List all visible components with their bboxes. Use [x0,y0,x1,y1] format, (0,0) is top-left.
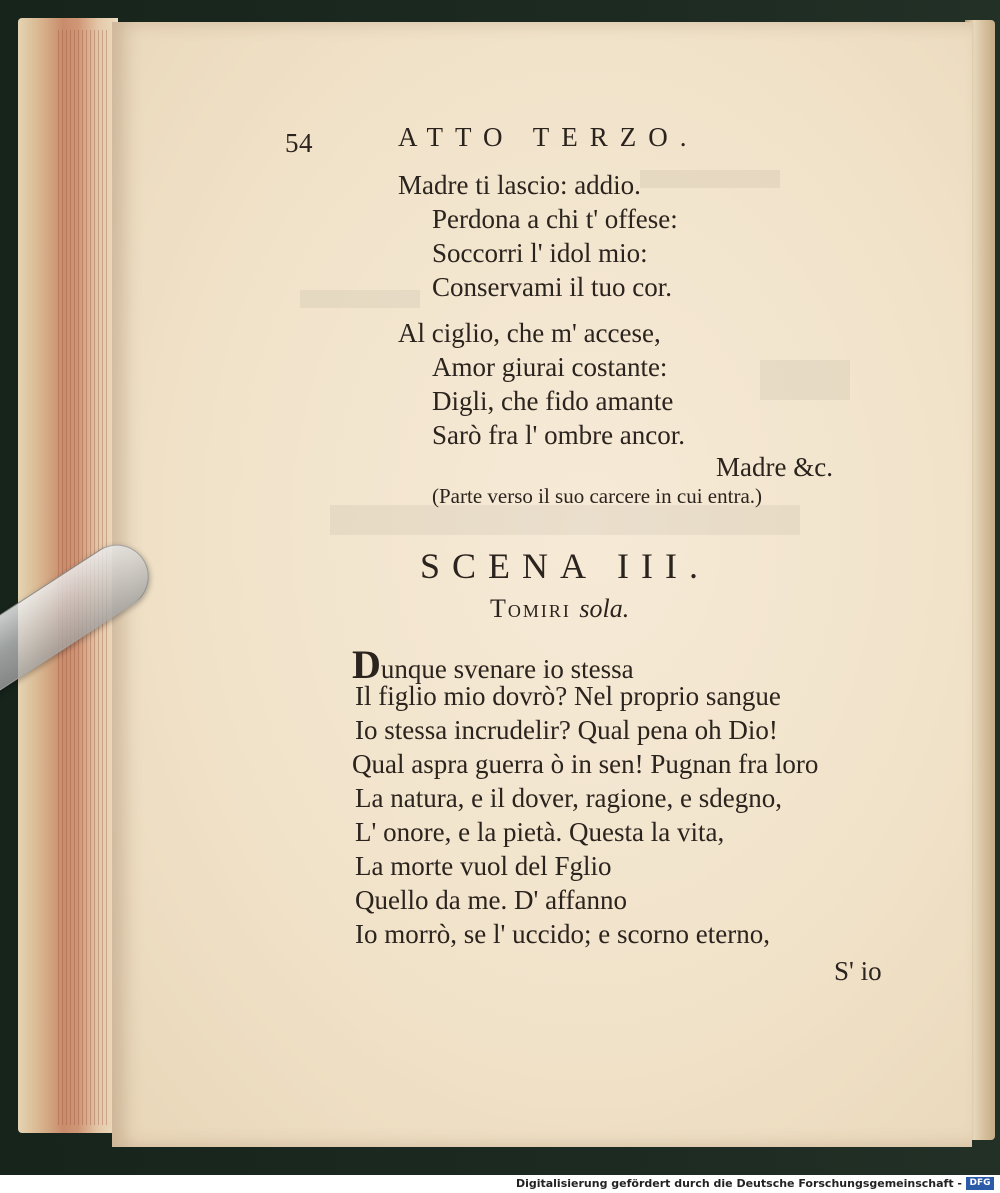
recitative-line: Io stessa incrudelir? Qual pena oh Dio! [355,715,778,745]
character-note: sola. [579,594,630,623]
recitative-line: L' onore, e la pietà. Questa la vita, [355,817,725,847]
dfg-logo-icon: DFG [966,1177,994,1190]
bleed-through-1 [640,170,780,188]
recitative-line: Quello da me. D' affanno [355,885,628,915]
aria-line: Al ciglio, che m' accese, [398,318,661,348]
recitative-line: Qual aspra guerra ò in sen! Pugnan fra loro [352,749,819,779]
aria-line: Conservami il tuo cor. [432,272,672,302]
da-capo: Madre &c. [716,452,833,482]
recitative-line: La morte vuol del Fglio [355,851,612,881]
character-name-text: Tomiri [490,594,571,623]
stage-direction: (Parte verso il suo carcere in cui entra.) [432,484,763,508]
page-number: 54 [285,128,313,158]
running-head-title: ATTO TERZO. [398,122,699,152]
bleed-through-3 [760,360,850,400]
aria-line: Digli, che fido amante [432,386,674,416]
recitative-line: La natura, e il dover, ragione, e sdegno, [355,783,783,813]
bleed-through-4 [330,505,800,535]
recitative-line: Il figlio mio dovrò? Nel proprio sangue [355,681,781,711]
aria-line: Sarò fra l' ombre ancor. [432,420,686,450]
aria-line: Amor giurai costante: [432,352,668,382]
scene-heading: SCENA III. [420,546,710,586]
catchword: S' io [834,956,882,986]
aria-line: Soccorri l' idol mio: [432,238,648,268]
digitization-credit: Digitalisierung gefördert durch die Deutsche Forschungsgemeinschaft - [515,1177,962,1190]
aria-line: Madre ti lascio: addio. [398,170,641,200]
recitative-first-line-text: unque svenare io stessa [380,654,634,684]
character-name [490,594,629,624]
aria-line: Perdona a chi t' offese: [432,204,678,234]
drop-cap: D [352,642,381,687]
recitative-line: Io morrò, se l' uccido; e scorno eterno, [355,919,770,949]
bleed-through-2 [300,290,420,308]
